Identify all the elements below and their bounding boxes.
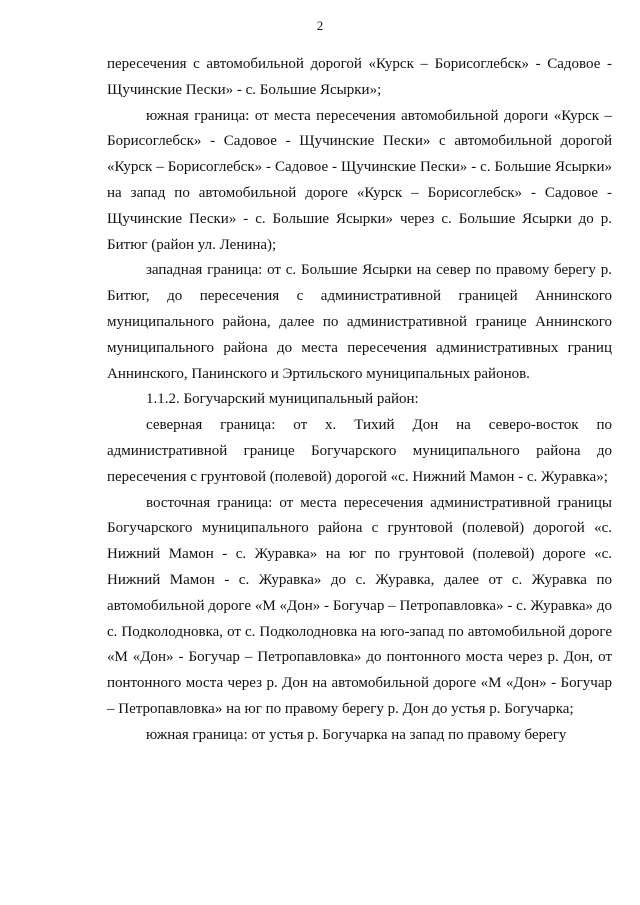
paragraph-west-border-1: западная граница: от с. Большие Ясырки на север по правому берегу р. Битюг, до пересечения с административной границей Аннинского муниципального района, далее по административной границе Аннинского муниципального района до места пересечения административных границ Аннинского, Панинского и Эртильского муниципальных районов. [107,262,612,382]
paragraph-north-border-2: северная граница: от х. Тихий Дон на северо-восток по административной границе Богучарского муниципального района до пересечения с грунтовой (полевой) дорогой «с. Нижний Мамон - с. Журавка»; [107,417,612,485]
document-body [107,52,612,749]
paragraph-continuation: пересечения с автомобильной дорогой «Курск – Борисоглебск» - Садовое - Щучинские Пески» - с. Большие Ясырки»; [107,56,612,98]
section-heading-boguchar: 1.1.2. Богучарский муниципальный район: [146,391,419,408]
paragraph-east-border-2: восточная граница: от места пересечения административной границы Богучарского муниципального района с грунтовой (полевой) дорогой «с. Нижний Мамон - с. Журавка» на юг по грунтовой (полевой) дороге «с. Нижний Мамон - с. Журавка» до с. Журавка, далее от с. Журавка по автомобильной дороге «М «Дон» - Богучар – Петропавловка» - с. Журавка» до с. Подколодновка, от с. Подколодновка на юго-запад по автомобильной дороге «М «Дон» - Богучар – Петропавловка» до понтонного моста через р. Дон, от понтонного моста через р. Дон на автомобильной дороге «М «Дон» - Богучар – Петропавловка» на юг по правому берегу р. Дон до устья р. Богучарка; [107,494,612,717]
paragraph-south-border-1: южная граница: от места пересечения автомобильной дороги «Курск – Борисоглебск» - Садовое - Щучинские Пески» с автомобильной дорогой «Курск – Борисоглебск» - Садовое - Щучинские Пески» - с. Большие Ясырки» на запад по автомобильной дороге «Курск – Борисоглебск» - Садовое - Щучинские Пески» - с. Большие Ясырки» через с. Большие Ясырки до р. Битюг (район ул. Ленина); [107,107,612,253]
paragraph-south-border-2: южная граница: от устья р. Богучарка на запад по правому берегу [146,726,567,743]
page-number: 2 [316,18,324,33]
